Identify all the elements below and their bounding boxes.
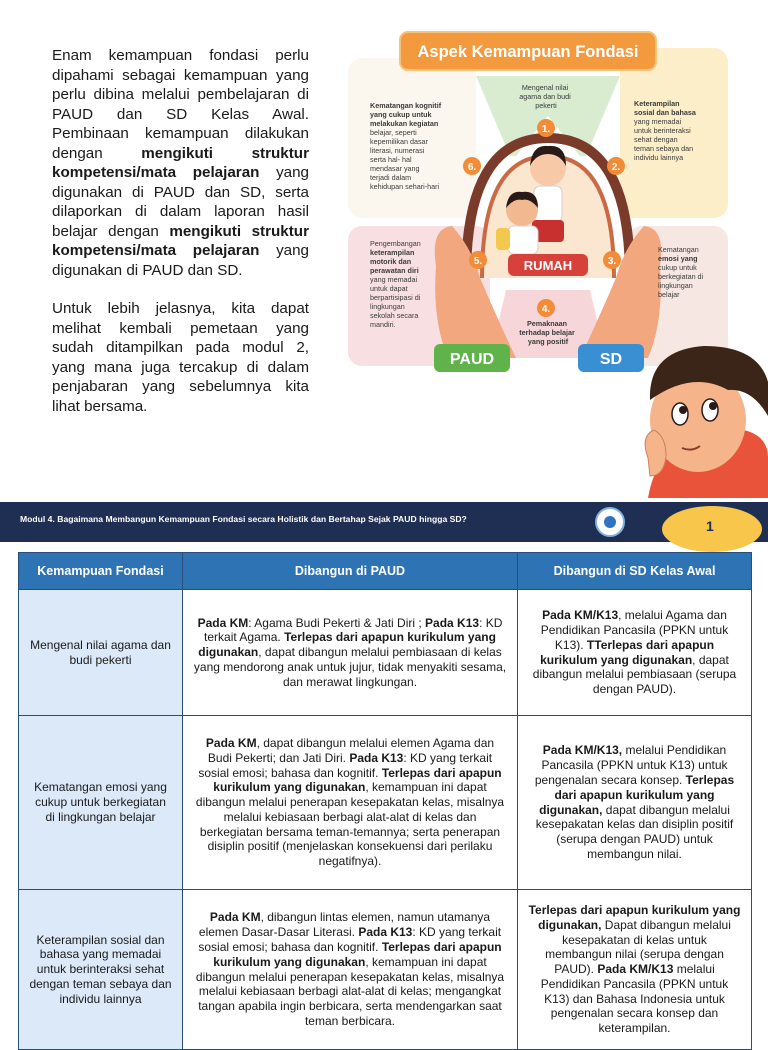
boy-eye-left bbox=[672, 403, 688, 425]
cell-bold-text: Terlepas dari apapun kurikulum yang digunakan, bbox=[528, 902, 741, 932]
badge-1 bbox=[537, 119, 555, 137]
cell-bold-text: Terlepas dari apapun kurikulum yang digunakan bbox=[213, 765, 502, 795]
cell-bold-text: Pada K13 bbox=[358, 925, 413, 940]
badge-4 bbox=[537, 299, 555, 317]
intro-text-span: yang digunakan di PAUD dan SD. bbox=[52, 242, 310, 279]
cell-sd bbox=[518, 890, 752, 1050]
svg-text:1.: 1. bbox=[541, 124, 551, 135]
intro-bold-span: mengikuti struktur kompetensi/mata pelajaran bbox=[52, 222, 309, 259]
cell-bold-text: Terlepas dari apapun kurikulum yang digunakan bbox=[198, 630, 496, 660]
boy-pupil-right bbox=[709, 402, 717, 410]
svg-text:6.: 6. bbox=[467, 162, 477, 173]
thinking-boy-illustration bbox=[645, 346, 768, 498]
cell-bold-text: Pada KM bbox=[205, 735, 257, 750]
intro-text-span: Enam kemampuan fondasi perlu dipahami sebagai kemampuan yang perlu dibina melalui pembelajaran di PAUD dan SD Kelas Awal. Pembinaan kemampuan dilakukan dengan bbox=[52, 47, 309, 162]
table-row bbox=[19, 890, 752, 1050]
cell-bold-text: Terlepas dari apapun kurikulum yang digunakan, bbox=[539, 772, 735, 817]
svg-text:2.: 2. bbox=[611, 162, 621, 173]
girl-body bbox=[534, 186, 562, 222]
cell-kemampuan: Keterampilan sosial dan bahasa yang memadai untuk berinteraksi sehat dengan teman sebaya dan individu lainnya bbox=[19, 890, 183, 1050]
cell-text: , kemampuan ini dapat dibangun melalui penerapan kesepakatan kelas, misalnya melalui kebiasaan berbagi alat-alat di kelas; mengangkat tangan apabila ingin berbicara, serta mendengarkan saat teman berbicara. bbox=[195, 954, 505, 1028]
cell-text: dapat dibangun melalui kesepakatan kelas dan disiplin positif (serupa dengan PAUD) untuk membangun nilai. bbox=[535, 802, 734, 861]
table-row bbox=[19, 716, 752, 890]
cell-text: : KD yang terkait sosial emosi; bahasa dan kognitif. bbox=[198, 750, 493, 780]
header-kemampuan-fondasi: Kemampuan Fondasi bbox=[19, 553, 183, 590]
cell-bold-text: Pada K13 bbox=[425, 615, 480, 630]
cell-text: : KD terkait Agama. bbox=[204, 615, 503, 645]
kemendikbud-logo-icon bbox=[595, 507, 625, 537]
aspect-2-text: Keterampilan sosial dan bahasa yang memadai untuk berinteraksi sehat dengan teman sebaya dan individu lainnya bbox=[634, 99, 696, 162]
intro-text bbox=[52, 46, 309, 435]
cell-kemampuan: Kematangan emosi yang cukup untuk berkegiatan di lingkungan belajar bbox=[19, 716, 183, 890]
cell-text: , dapat dibangun melalui pembiasaan di kelas yang mendorong anak untuk jujur, tidak menyakiti sesama, dan merawat lingkungan. bbox=[193, 645, 507, 689]
figure-svg bbox=[348, 28, 768, 498]
cell-bold-text: Pada KM/K13 bbox=[597, 962, 674, 977]
badge-6 bbox=[463, 157, 481, 175]
aspect-4-text: Pemaknaan terhadap belajar yang positif bbox=[519, 319, 575, 346]
cell-bold-text: Pada K13 bbox=[349, 750, 404, 765]
table-header-row bbox=[19, 553, 752, 590]
cell-text: , dapat dibangun melalui pembiasaan (serupa dengan PAUD). bbox=[532, 652, 737, 697]
intro-text-span: yang digunakan di PAUD dan SD, serta dilaporkan di dalam laporan hasil belajar dengan bbox=[52, 164, 310, 240]
intro-paragraph-2: Untuk lebih jelasnya, kita dapat melihat kembali pemetaan yang sudah ditampilkan pada modul 2, yang mana juga tercakup di dalam penjabaran yang sebelumnya kita lihat bersama. bbox=[52, 300, 309, 415]
cell-bold-text: Pada KM bbox=[197, 615, 249, 630]
intro-paragraph-1 bbox=[52, 46, 309, 280]
svg-text:5.: 5. bbox=[473, 256, 483, 267]
aspek-kemampuan-fondasi-figure bbox=[348, 28, 768, 498]
cell-text: , melalui Agama dan Pendidikan Pancasila (PPKN untuk K13). bbox=[540, 608, 729, 652]
cell-text: melalui Pendidikan Pancasila (PPKN untuk K13) untuk pengenalan secara konsep. bbox=[534, 743, 728, 787]
table-row bbox=[19, 590, 752, 716]
header-dibangun-di-sd: Dibangun di SD Kelas Awal bbox=[518, 553, 752, 590]
sd-label: SD bbox=[599, 351, 623, 368]
footer-module-title: Modul 4. Bagaimana Membangun Kemampuan Fondasi secara Holistik dan Bertahap Sejak PAUD hingga SD? bbox=[20, 514, 467, 524]
page-number: 1 bbox=[706, 518, 714, 534]
badge-5 bbox=[469, 251, 487, 269]
intro-bold-span: mengikuti struktur kompetensi/mata pelajaran bbox=[52, 144, 309, 181]
page-number-badge bbox=[662, 506, 762, 552]
cell-text: , dibangun lintas elemen, namun utamanya elemen Dasar-Dasar Literasi. bbox=[198, 910, 491, 940]
aspect-1-text: Mengenal nilai agama dan budi pekerti bbox=[519, 83, 571, 110]
cell-paud bbox=[183, 890, 518, 1050]
cell-text: Dapat dibangun melalui kesepakatan di kelas untuk membangun nilai (serupa dengan PAUD). bbox=[545, 917, 731, 977]
cell-sd bbox=[518, 590, 752, 716]
cell-bold-text: Pada KM/K13, bbox=[542, 743, 623, 758]
cell-sd bbox=[518, 716, 752, 890]
svg-text:4.: 4. bbox=[541, 304, 551, 315]
rumah-label: RUMAH bbox=[523, 258, 573, 273]
svg-text:3.: 3. bbox=[607, 256, 617, 267]
cell-paud bbox=[183, 590, 518, 716]
cell-bold-text: Pada KM bbox=[209, 910, 261, 925]
aspect-3-text: Kematangan emosi yang cukup untuk berkegiatan di lingkungan belajar bbox=[658, 245, 704, 299]
boy-pupil-left bbox=[679, 406, 687, 414]
page-footer bbox=[0, 502, 768, 542]
figure-title: Aspek Kemampuan Fondasi bbox=[417, 43, 639, 61]
cell-paud bbox=[183, 716, 518, 890]
aspect-6-text: Kematangan kognitif yang cukup untuk melakukan kegiatan belajar, seperti kepemilikan dasar literasi, numerasi serta hal- hal mendasar yang terjadi dalam kehidupan sehari-hari bbox=[370, 101, 442, 191]
cell-kemampuan: Mengenal nilai agama dan budi pekerti bbox=[19, 590, 183, 716]
badge-2 bbox=[607, 157, 625, 175]
cell-bold-text: Terlepas dari apapun kurikulum yang digunakan bbox=[213, 939, 502, 969]
header-dibangun-di-paud: Dibangun di PAUD bbox=[183, 553, 518, 590]
cell-text: , kemampuan ini dapat dibangun melalui penerapan kesepakatan kelas, misalnya melalui kebiasaan berbagi alat-alat di kelas dan berkegiatan bersama teman-temannya; serta penerapan disiplin positif (menjelaskan konsekuensi dari perilaku negatifnya). bbox=[195, 780, 505, 869]
cell-text: , dapat dibangun melalui elemen Agama dan Budi Pekerti; dan Jati Diri. bbox=[207, 735, 495, 765]
cell-text: : Agama Budi Pekerti & Jati Diri ; bbox=[248, 615, 426, 630]
boy-bag bbox=[496, 228, 510, 250]
cell-bold-text: TTerlepas dari apapun kurikulum yang digunakan bbox=[540, 637, 715, 667]
boy-body bbox=[508, 226, 538, 254]
cell-bold-text: Pada KM/K13 bbox=[542, 608, 619, 623]
kemampuan-fondasi-table bbox=[18, 552, 752, 1050]
boy-eye-right bbox=[702, 399, 718, 421]
cell-text: melalui Pendidikan Pancasila (PPKN untuk K13) dan Bahasa Indonesia untuk pengenalan secara konsep dan keterampilan. bbox=[540, 962, 729, 1036]
aspect-5-text: Pengembangan keterampilan motorik dan perawatan diri yang memadai untuk dapat berpartisipasi di lingkungan sekolah secara mandiri. bbox=[370, 239, 421, 329]
cell-text: : KD yang terkait sosial emosi; bahasa dan kognitif. bbox=[198, 925, 502, 954]
paud-label: PAUD bbox=[449, 351, 495, 368]
badge-3 bbox=[603, 251, 621, 269]
